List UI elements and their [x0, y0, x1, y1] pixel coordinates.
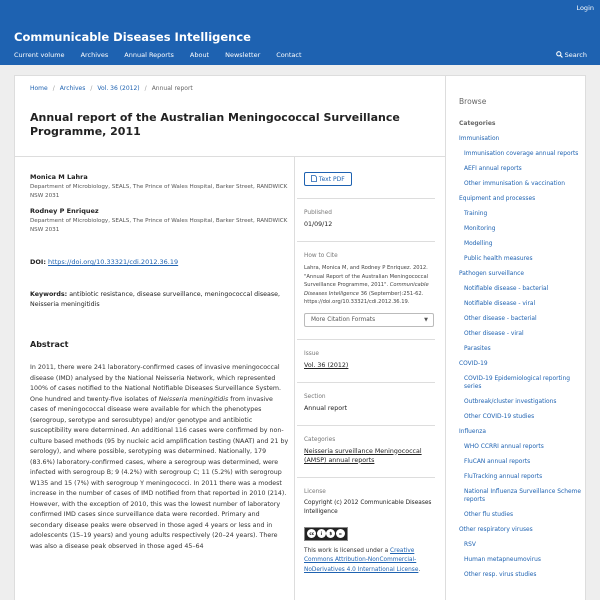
- license-post: .: [418, 566, 421, 573]
- sidebar-category-item[interactable]: FluTracking annual reports: [464, 474, 543, 480]
- nav-archives[interactable]: Archives: [80, 51, 109, 59]
- sidebar-category-item[interactable]: Immunisation coverage annual reports: [464, 151, 579, 157]
- nc-icon: $: [326, 529, 335, 538]
- issue-label: Issue: [304, 350, 319, 357]
- categories-heading: Categories: [459, 120, 496, 127]
- keywords-row: [30, 290, 290, 310]
- category-link[interactable]: Neisseria surveillance Meningococcal (AMSP) annual reports: [304, 447, 422, 464]
- license-label: License: [304, 488, 326, 495]
- pdf-button-label: Text PDF: [318, 176, 345, 183]
- sidebar-category-item[interactable]: RSV: [464, 542, 476, 548]
- by-icon: i: [317, 529, 326, 538]
- sidebar-category-item[interactable]: Training: [464, 211, 488, 217]
- cite-label: How to Cite: [304, 253, 338, 259]
- sidebar-category-item[interactable]: Other flu studies: [464, 512, 514, 518]
- categories-label: Categories: [304, 436, 336, 443]
- main-nav: [14, 51, 302, 59]
- sidebar-category-item[interactable]: Monitoring: [464, 226, 496, 232]
- browse-heading: Browse: [459, 97, 487, 106]
- doi-label: DOI:: [30, 258, 46, 266]
- article-main: [30, 166, 290, 552]
- divider: [297, 425, 435, 426]
- license-pre: This work is licensed under a: [304, 547, 389, 554]
- search-link[interactable]: [556, 51, 587, 59]
- breadcrumb-current: Annual report: [151, 85, 193, 92]
- divider: [297, 477, 435, 478]
- sidebar-category-item[interactable]: COVID-19 Epidemiological reporting series: [464, 376, 570, 390]
- nav-newsletter[interactable]: Newsletter: [225, 51, 261, 59]
- doi-link[interactable]: https://doi.org/10.33321/cdi.2012.36.19: [48, 258, 179, 266]
- divider: [297, 198, 435, 199]
- license-text: [304, 547, 436, 576]
- abstract-part-2: from invasive cases of meningococcal disease were available for which the phenotypes (serogroup, serotype and serosubtype) and/or genotype and antibiotic susceptibility were determined. An additional 116 cases were confirmed by non-culture based methods (95 by nucleic acid amplification testing (NAAT) and 21 by serology), and where possible, serotyping was determined. Nationally, 179 (83.6%) laboratory-confirmed cases, where a serogroup was determined, were infected with serogroup B; 9 (4.2%) with serogroup C; 11 (5.2%) with serogroup W135 and 15 (7%) with serogroup Y meningococci. In 2011 there was a modest increase in the number of cases of IMD notified from that reported in 2010 (214). However, with the exception of 2010, this was the lowest number of laboratory confirmed IMD cases since surveillance data were recorded. Primary and secondary disease peaks were observed in those aged 4 years or less and in adolescents (15–19 years) and young adults respectively (20–24 years). There was also a disease peak observed in those aged 45–64: [30, 395, 289, 550]
- breadcrumb: Home / Archives / Vol. 36 (2012) / Annual report: [30, 85, 193, 92]
- login-link[interactable]: Login: [576, 4, 594, 12]
- sidebar-category-item[interactable]: Parasites: [464, 346, 491, 352]
- sidebar-category-item[interactable]: Other resp. virus studies: [464, 572, 537, 578]
- sidebar-category-item[interactable]: FluCAN annual reports: [464, 459, 531, 465]
- nav-contact[interactable]: Contact: [276, 51, 302, 59]
- sidebar-category-item[interactable]: Other respiratory viruses: [459, 527, 533, 533]
- author-name: Monica M Lahra: [30, 173, 88, 181]
- citation-formats-label: More Citation Formats: [311, 316, 376, 323]
- sidebar-category-item[interactable]: Other COVID-19 studies: [464, 414, 535, 420]
- sidebar-category-item[interactable]: Influenza: [459, 429, 486, 435]
- keywords-text: antibiotic resistance, disease surveillance, meningococcal disease, Neisseria meningitidis: [30, 291, 280, 308]
- page-title: Annual report of the Australian Meningococcal Surveillance Programme, 2011: [30, 111, 400, 138]
- divider: [297, 339, 435, 340]
- divider: [297, 382, 435, 383]
- abstract-part-1: In 2011, there were 241 laboratory-confirmed cases of invasive meningococcal disease (IMD) analysed by the National Neisseria Network, which represented 100% of cases notified to the National Notifiable Diseases Surveillance System. One hundred and twenty-five isolates of: [30, 364, 282, 403]
- published-label: Published: [304, 210, 332, 216]
- cc-icon: cc: [307, 529, 316, 538]
- sidebar-category-item[interactable]: Other immunisation & vaccination: [464, 181, 565, 187]
- search-icon: [556, 51, 563, 58]
- pdf-button[interactable]: [304, 172, 352, 186]
- sidebar-category-item[interactable]: COVID-19: [459, 361, 488, 367]
- author-block: [30, 207, 290, 234]
- keywords-label: Keywords:: [30, 291, 68, 298]
- sidebar-category-item[interactable]: National Influenza Surveillance Scheme reports: [464, 489, 581, 503]
- sidebar-category-item[interactable]: WHO CCRRI annual reports: [464, 444, 544, 450]
- citation-text: [304, 264, 436, 307]
- citation-authors: Lahra, Monica M, and Rodney P Enriquez. 2012. "Annual Report of the Australian Meningococcal Surveillance Programme, 2011".: [304, 265, 429, 288]
- search-label: Search: [564, 51, 587, 59]
- abstract-heading: Abstract: [30, 340, 69, 349]
- author-block: [30, 173, 290, 200]
- sidebar-category-item[interactable]: Other disease - viral: [464, 331, 524, 337]
- sidebar-category-item[interactable]: Public health measures: [464, 256, 533, 262]
- sidebar-category-item[interactable]: Outbreak/cluster investigations: [464, 399, 557, 405]
- category-list: [459, 135, 583, 586]
- abstract-species: Neisseria meningitidis: [158, 395, 229, 403]
- article-details: [304, 166, 436, 575]
- document-icon: [311, 175, 317, 182]
- sidebar-category-item[interactable]: Modelling: [464, 241, 493, 247]
- nd-icon: =: [336, 529, 345, 538]
- breadcrumb-home[interactable]: Home: [30, 85, 48, 92]
- doi-row: [30, 258, 290, 266]
- browse-sidebar: [446, 75, 586, 600]
- sidebar-category-item[interactable]: Immunisation: [459, 136, 500, 142]
- cc-license-badge[interactable]: [304, 527, 348, 541]
- sidebar-category-item[interactable]: AEFI annual reports: [464, 166, 522, 172]
- nav-about[interactable]: About: [189, 51, 210, 59]
- license-link[interactable]: Creative Commons Attribution-NonCommercial-NoDerivatives 4.0 International License: [304, 547, 419, 573]
- citation-details: 36 (September):251-62. https://doi.org/10.33321/cdi.2012.36.19.: [304, 290, 424, 305]
- column-divider: [294, 157, 295, 600]
- breadcrumb-archives[interactable]: Archives: [59, 85, 86, 92]
- site-header: [0, 0, 600, 65]
- chevron-down-icon: ▼: [424, 316, 428, 323]
- divider: [297, 241, 435, 242]
- author-name: Rodney P Enriquez: [30, 207, 99, 215]
- section-value: Annual report: [304, 404, 348, 412]
- nav-annual-reports[interactable]: Annual Reports: [124, 51, 174, 59]
- issue-link[interactable]: Vol. 36 (2012): [304, 361, 349, 369]
- site-title[interactable]: Communicable Diseases Intelligence: [14, 30, 251, 44]
- sidebar-category-item[interactable]: Human metapneumovirus: [464, 557, 541, 563]
- article-panel: [14, 75, 446, 600]
- author-affiliation: Department of Microbiology, SEALS, The Prince of Wales Hospital, Barker Street, RANDWICK NSW 2031: [30, 218, 288, 233]
- published-date: 01/09/12: [304, 221, 333, 228]
- citation-journal: Communicable Diseases Intelligence: [304, 282, 429, 297]
- sidebar-category-item[interactable]: Notifiable disease - bacterial: [464, 286, 549, 292]
- nav-current-volume[interactable]: Current volume: [14, 51, 65, 59]
- breadcrumb-volume[interactable]: Vol. 36 (2012): [97, 85, 140, 92]
- sidebar-category-item[interactable]: Equipment and processes: [459, 196, 536, 202]
- sidebar-category-item[interactable]: Other disease - bacterial: [464, 316, 537, 322]
- abstract-text: [30, 363, 290, 552]
- author-affiliation: Department of Microbiology, SEALS, The Prince of Wales Hospital, Barker Street, RANDWICK NSW 2031: [30, 184, 288, 199]
- sidebar-category-item[interactable]: Notifiable disease - viral: [464, 301, 536, 307]
- title-divider: [15, 156, 445, 157]
- section-label: Section: [304, 393, 326, 400]
- citation-formats-dropdown[interactable]: [304, 313, 434, 327]
- sidebar-category-item[interactable]: Pathogen surveillance: [459, 271, 524, 277]
- copyright-text: Copyright (c) 2012 Communicable Diseases Intelligence: [304, 499, 432, 515]
